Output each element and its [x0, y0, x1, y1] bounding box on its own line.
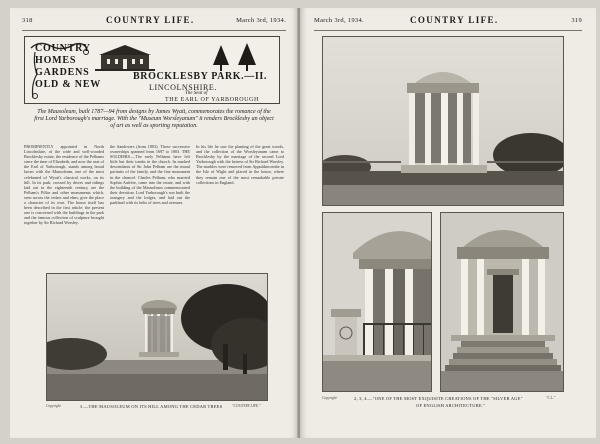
left-column-2 — [110, 144, 190, 270]
article-body-text: the Sandovers (from 1803). These successive ownerships spanned from 1697 to 1803. THE SOLDIERS.—The early Pelhams have left little but their tombs in the church. In marked descendants of Sir John Pelham are the mural portraits of the family, and the fine monument in the chancel. Charles Pelham, who married Sophia Aufrère, came into the estate, and with the building of the Mausoleum commemorated their devotion. Lord Yarborough's son built the orangery and the lodges, and laid out the parkland with its belts of trees and avenues. — [110, 144, 190, 206]
left-column-3 — [196, 144, 284, 270]
right-magazine-title: COUNTRY LIFE. — [410, 15, 499, 25]
left-page-number: 318 — [22, 17, 33, 24]
left-column-1 — [24, 144, 104, 270]
left-running-head — [22, 17, 286, 29]
right-photo-caption-line2: OF ENGLISH ARCHITECTURE." — [416, 403, 486, 408]
headpiece-banner — [24, 36, 280, 104]
left-photo-caption: 3.—THE MAUSOLEUM ON ITS HILL AMONG THE CEDAR TREES — [80, 404, 223, 409]
left-photo-credit-magazine: "COUNTRY LIFE." — [232, 404, 261, 408]
mausoleum-detail-photo — [322, 212, 432, 392]
mausoleum-lawn-photo — [322, 36, 564, 206]
right-head-rule — [314, 30, 582, 31]
article-body-text: In his life he saw the planting of the great woods, and the collection of the Worsleyanum came to Brocklesby by the marriage of the second Lord Yarborough with the heiress of Sir Richard Worsley. The marbles were removed from Appuldurcombe in the Isle of Wight and placed in the house, where they remain one of the most remarkable private collections in England. — [196, 144, 284, 185]
right-running-head — [314, 17, 582, 29]
right-photo-caption-line1: 2, 3, 4.—"ONE OF THE MOST EXQUISITE CREATIONS OF THE "SILVER AGE" — [354, 396, 523, 401]
country-homes-caps: COUNTRY HOMES GARDENS OLD & NEW — [35, 43, 102, 90]
article-title: BROCKLESBY PARK.—II. — [133, 71, 267, 82]
mausoleum-cedars-photo — [46, 273, 268, 401]
cypress-trees-icon — [211, 43, 261, 73]
article-body-text: PROMINENTLY appointed in North Lincolnshire, of the wide and well-wooded Brocklesby estate, the residence of the Pelhams since the time of Elizabeth, and now the seat of the Earl of Yarborough, stands among broad lawns with the Mausoleum, one of the most celebrated of Wyatt's classical works, on its hill. In its park, crossed by drives and ridings laid out in the eighteenth century, are the Pelham's Pillar and other monuments which, seen across the cedars and elms, give the place a character of its own. The house itself has been described in the first article; the present one is concerned with the buildings in the park and the famous collection of sculpture brought together by Sir Richard Worsley. — [24, 144, 104, 226]
right-page — [300, 8, 596, 438]
left-page — [10, 8, 298, 438]
right-page-number: 319 — [571, 17, 582, 24]
owner-line: THE EARL OF YARBOROUGH — [165, 97, 259, 103]
left-magazine-title: COUNTRY LIFE. — [106, 15, 195, 25]
magazine-spread — [10, 8, 596, 438]
intro-paragraph: The Mausoleum, built 1787—94 from designs by James Wyatt, commemorates the romance of the first Lord Yarborough's marriage. With the "Museum Worsleyanum" it renders Brocklesby an object of art as well as sporting reputation. — [34, 109, 274, 130]
left-date: March 3rd, 1934. — [236, 17, 286, 24]
series-line: The Seat of — [185, 91, 208, 96]
right-date: March 3rd, 1934. — [314, 17, 364, 24]
country-house-icon — [95, 43, 155, 73]
left-photo-credit: Copyright — [46, 404, 61, 408]
left-head-rule — [22, 30, 286, 31]
mausoleum-steps-photo — [440, 212, 564, 392]
right-photo-credit-magazine: "C.L." — [546, 396, 556, 400]
article-subtitle: LINCOLNSHIRE. — [149, 83, 218, 92]
right-photo-credit: Copyright — [322, 396, 337, 400]
